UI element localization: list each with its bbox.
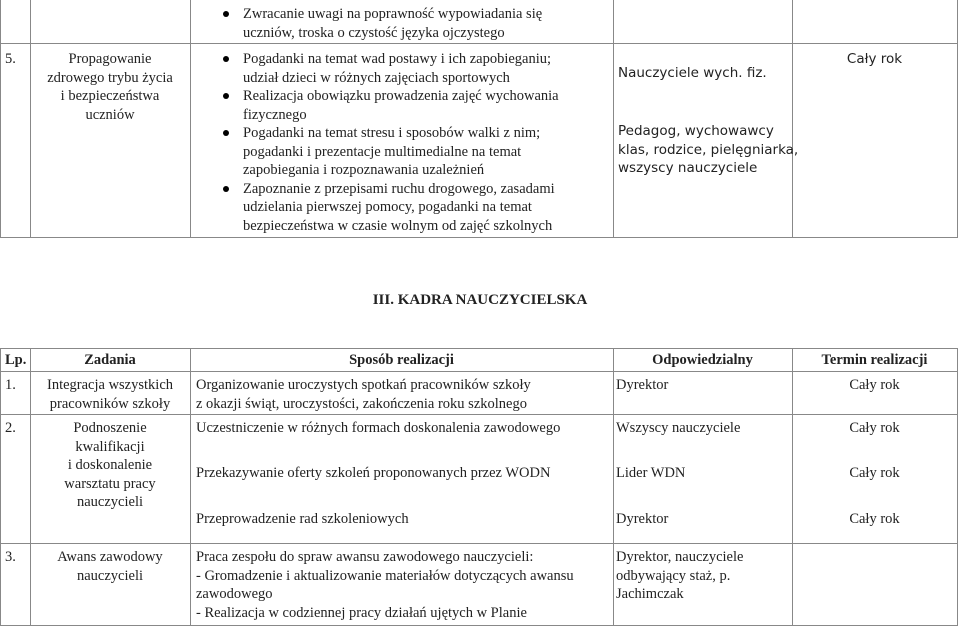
- task-title: Podnoszenie kwalifikacji i doskonalenie warsztatu pracy nauczycieli: [64, 420, 156, 510]
- header-tasks: Zadania: [84, 352, 136, 368]
- list-item: Pogadanki na temat stresu i sposobów walki z nim; pogadanki i prezentacje multimedialne na temat zapobiegania i rozpoznawania uzależnień: [219, 124, 559, 180]
- method-text: Przeprowadzenie rad szkoleniowych: [196, 511, 409, 527]
- header-lp: Lp.: [5, 352, 27, 368]
- list-item: Zapoznanie z przepisami ruchu drogowego, zasadami udzielania pierwszej pomocy, pogadanki na temat bezpieczeństwa w czasie wolnym od zajęć szkolnych: [219, 180, 559, 236]
- responsible-text: Dyrektor: [616, 511, 669, 527]
- responsible-text: Dyrektor: [616, 377, 669, 393]
- method-list: [219, 50, 559, 235]
- term-text: Cały rok: [849, 377, 900, 393]
- method-text: Przekazywanie oferty szkoleń proponowanych przez WODN: [196, 465, 551, 481]
- program-table: [0, 0, 958, 238]
- term-text: Cały rok: [849, 420, 900, 436]
- header-term: Termin realizacji: [821, 352, 928, 368]
- table-border: [0, 371, 958, 372]
- section-title: III. KADRA NAUCZYCIELSKA: [372, 292, 588, 308]
- term-text: Cały rok: [849, 465, 900, 481]
- method-text: Uczestniczenie w różnych formach doskonalenia zawodowego: [196, 420, 561, 436]
- row-number: 5.: [5, 51, 16, 67]
- term-text: Cały rok: [849, 511, 900, 527]
- table-border: [792, 0, 793, 238]
- table-border: [957, 0, 958, 238]
- responsible-text: Dyrektor, nauczyciele odbywający staż, p. Jachimczak: [616, 549, 744, 602]
- header-method: Sposób realizacji: [349, 352, 454, 368]
- row-number: 3.: [5, 549, 16, 565]
- table-border: [0, 348, 958, 349]
- area-title: Propagowanie zdrowego trybu życia i bezpieczeństwa uczniów: [47, 51, 173, 123]
- list-item: Realizacja obowiązku prowadzenia zajęć wychowania fizycznego: [219, 87, 559, 124]
- method-text: Praca zespołu do spraw awansu zawodowego nauczycieli: - Gromadzenie i aktualizowanie materiałów dotyczących awansu zawodowego - Realizacja w codziennej pracy działań ujętych w Planie: [196, 549, 574, 621]
- table-border: [190, 348, 191, 626]
- table-border: [957, 348, 958, 626]
- list-item: Pogadanki na temat wad postawy i ich zapobieganiu; udział dzieci w różnych zajęciach sportowych: [219, 50, 559, 87]
- table-border: [0, 43, 958, 44]
- table-border: [0, 348, 1, 626]
- list-item: Zwracanie uwagi na poprawność wypowiadania się uczniów, troska o czystość języka ojczystego: [219, 5, 542, 42]
- responsible-text: Nauczyciele wych. fiz.: [618, 65, 767, 81]
- responsible-text: Pedagog, wychowawcy klas, rodzice, pielęgniarka, wszyscy nauczyciele: [618, 123, 799, 176]
- task-title: Awans zawodowy nauczycieli: [57, 549, 163, 584]
- row-number: 1.: [5, 377, 16, 393]
- table-border: [190, 0, 191, 238]
- method-text: Organizowanie uroczystych spotkań pracowników szkoły z okazji świąt, uroczystości, zakończenia roku szkolnego: [196, 377, 531, 412]
- table-border: [0, 543, 958, 544]
- table-border: [613, 348, 614, 626]
- table-border: [613, 0, 614, 238]
- task-title: Integracja wszystkich pracowników szkoły: [46, 377, 174, 412]
- method-list: [219, 5, 542, 42]
- table-border: [0, 237, 958, 238]
- responsible-text: Wszyscy nauczyciele: [616, 420, 741, 436]
- table-border: [0, 0, 1, 238]
- responsible-text: Lider WDN: [616, 465, 686, 481]
- table-border: [0, 414, 958, 415]
- header-responsible: Odpowiedzialny: [652, 352, 753, 368]
- term-text: Cały rok: [846, 51, 903, 67]
- row-number: 2.: [5, 420, 16, 436]
